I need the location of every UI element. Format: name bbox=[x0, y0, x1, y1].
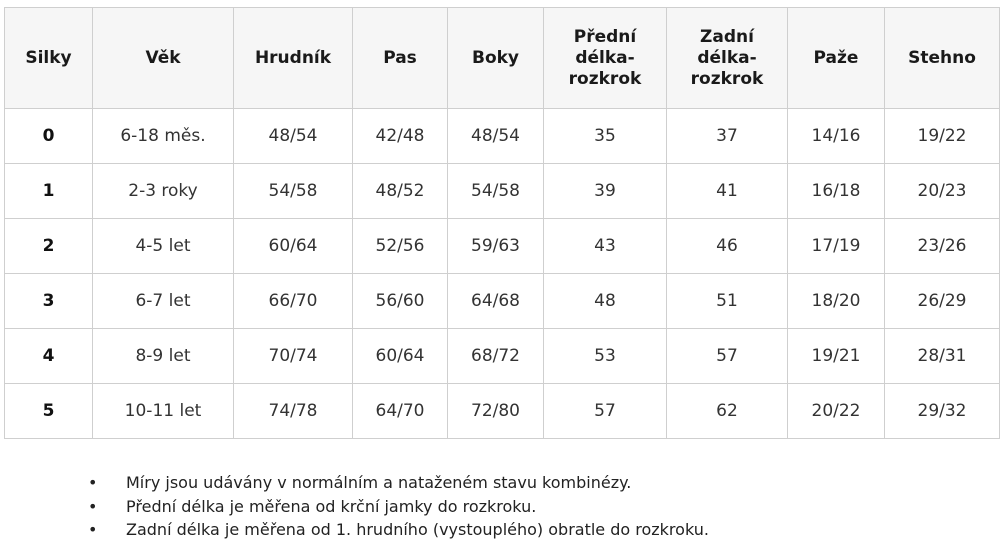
cell-thigh: 23/26 bbox=[885, 219, 1000, 274]
header-predni-delka: Přední délka- rozkrok bbox=[544, 8, 667, 109]
bullet-icon: • bbox=[88, 496, 98, 516]
cell-thigh: 19/22 bbox=[885, 109, 1000, 164]
cell-size: 5 bbox=[5, 384, 93, 439]
cell-chest: 74/78 bbox=[234, 384, 353, 439]
cell-size: 1 bbox=[5, 164, 93, 219]
cell-arm: 16/18 bbox=[788, 164, 885, 219]
cell-waist: 60/64 bbox=[353, 329, 448, 384]
cell-thigh: 28/31 bbox=[885, 329, 1000, 384]
table-row bbox=[5, 164, 1000, 219]
cell-hips: 68/72 bbox=[448, 329, 544, 384]
cell-chest: 66/70 bbox=[234, 274, 353, 329]
cell-arm: 18/20 bbox=[788, 274, 885, 329]
cell-back-length: 57 bbox=[667, 329, 788, 384]
table-row bbox=[5, 219, 1000, 274]
header-stehno: Stehno bbox=[885, 8, 1000, 109]
list-item bbox=[88, 518, 709, 542]
header-hrudnik: Hrudník bbox=[234, 8, 353, 109]
header-silky: Silky bbox=[5, 8, 93, 109]
bullet-icon: • bbox=[88, 473, 98, 492]
list-item bbox=[88, 471, 709, 495]
cell-waist: 48/52 bbox=[353, 164, 448, 219]
size-chart-table bbox=[4, 7, 1000, 439]
bullet-icon: • bbox=[88, 520, 98, 539]
cell-waist: 56/60 bbox=[353, 274, 448, 329]
table-header-row bbox=[5, 8, 1000, 109]
cell-front-length: 53 bbox=[544, 329, 667, 384]
table-row bbox=[5, 274, 1000, 329]
cell-waist: 42/48 bbox=[353, 109, 448, 164]
list-item bbox=[88, 495, 709, 519]
header-boky: Boky bbox=[448, 8, 544, 109]
cell-thigh: 20/23 bbox=[885, 164, 1000, 219]
cell-back-length: 41 bbox=[667, 164, 788, 219]
cell-age: 2-3 roky bbox=[93, 164, 234, 219]
table-row bbox=[5, 109, 1000, 164]
cell-chest: 60/64 bbox=[234, 219, 353, 274]
cell-chest: 70/74 bbox=[234, 329, 353, 384]
cell-arm: 20/22 bbox=[788, 384, 885, 439]
cell-age: 4-5 let bbox=[93, 219, 234, 274]
cell-size: 3 bbox=[5, 274, 93, 329]
cell-waist: 52/56 bbox=[353, 219, 448, 274]
cell-hips: 48/54 bbox=[448, 109, 544, 164]
cell-front-length: 43 bbox=[544, 219, 667, 274]
cell-thigh: 29/32 bbox=[885, 384, 1000, 439]
cell-front-length: 39 bbox=[544, 164, 667, 219]
cell-age: 6-18 měs. bbox=[93, 109, 234, 164]
cell-back-length: 62 bbox=[667, 384, 788, 439]
cell-back-length: 51 bbox=[667, 274, 788, 329]
cell-arm: 14/16 bbox=[788, 109, 885, 164]
header-pas: Pas bbox=[353, 8, 448, 109]
header-paze: Paže bbox=[788, 8, 885, 109]
cell-hips: 72/80 bbox=[448, 384, 544, 439]
cell-age: 8-9 let bbox=[93, 329, 234, 384]
cell-chest: 54/58 bbox=[234, 164, 353, 219]
cell-age: 6-7 let bbox=[93, 274, 234, 329]
cell-hips: 54/58 bbox=[448, 164, 544, 219]
cell-size: 4 bbox=[5, 329, 93, 384]
cell-size: 2 bbox=[5, 219, 93, 274]
note-text: Míry jsou udávány v normálním a nataženém stavu kombinézy. bbox=[126, 473, 632, 492]
cell-back-length: 37 bbox=[667, 109, 788, 164]
header-zadni-delka: Zadní délka- rozkrok bbox=[667, 8, 788, 109]
notes-list bbox=[88, 471, 709, 542]
cell-thigh: 26/29 bbox=[885, 274, 1000, 329]
table-row bbox=[5, 384, 1000, 439]
cell-arm: 19/21 bbox=[788, 329, 885, 384]
cell-waist: 64/70 bbox=[353, 384, 448, 439]
cell-arm: 17/19 bbox=[788, 219, 885, 274]
cell-chest: 48/54 bbox=[234, 109, 353, 164]
cell-size: 0 bbox=[5, 109, 93, 164]
table-row bbox=[5, 329, 1000, 384]
cell-front-length: 35 bbox=[544, 109, 667, 164]
cell-age: 10-11 let bbox=[93, 384, 234, 439]
cell-front-length: 48 bbox=[544, 274, 667, 329]
cell-hips: 59/63 bbox=[448, 219, 544, 274]
header-vek: Věk bbox=[93, 8, 234, 109]
note-text: Zadní délka je měřena od 1. hrudního (vystouplého) obratle do rozkroku. bbox=[126, 520, 709, 539]
cell-back-length: 46 bbox=[667, 219, 788, 274]
cell-front-length: 57 bbox=[544, 384, 667, 439]
cell-hips: 64/68 bbox=[448, 274, 544, 329]
note-text: Přední délka je měřena od krční jamky do rozkroku. bbox=[126, 496, 537, 516]
